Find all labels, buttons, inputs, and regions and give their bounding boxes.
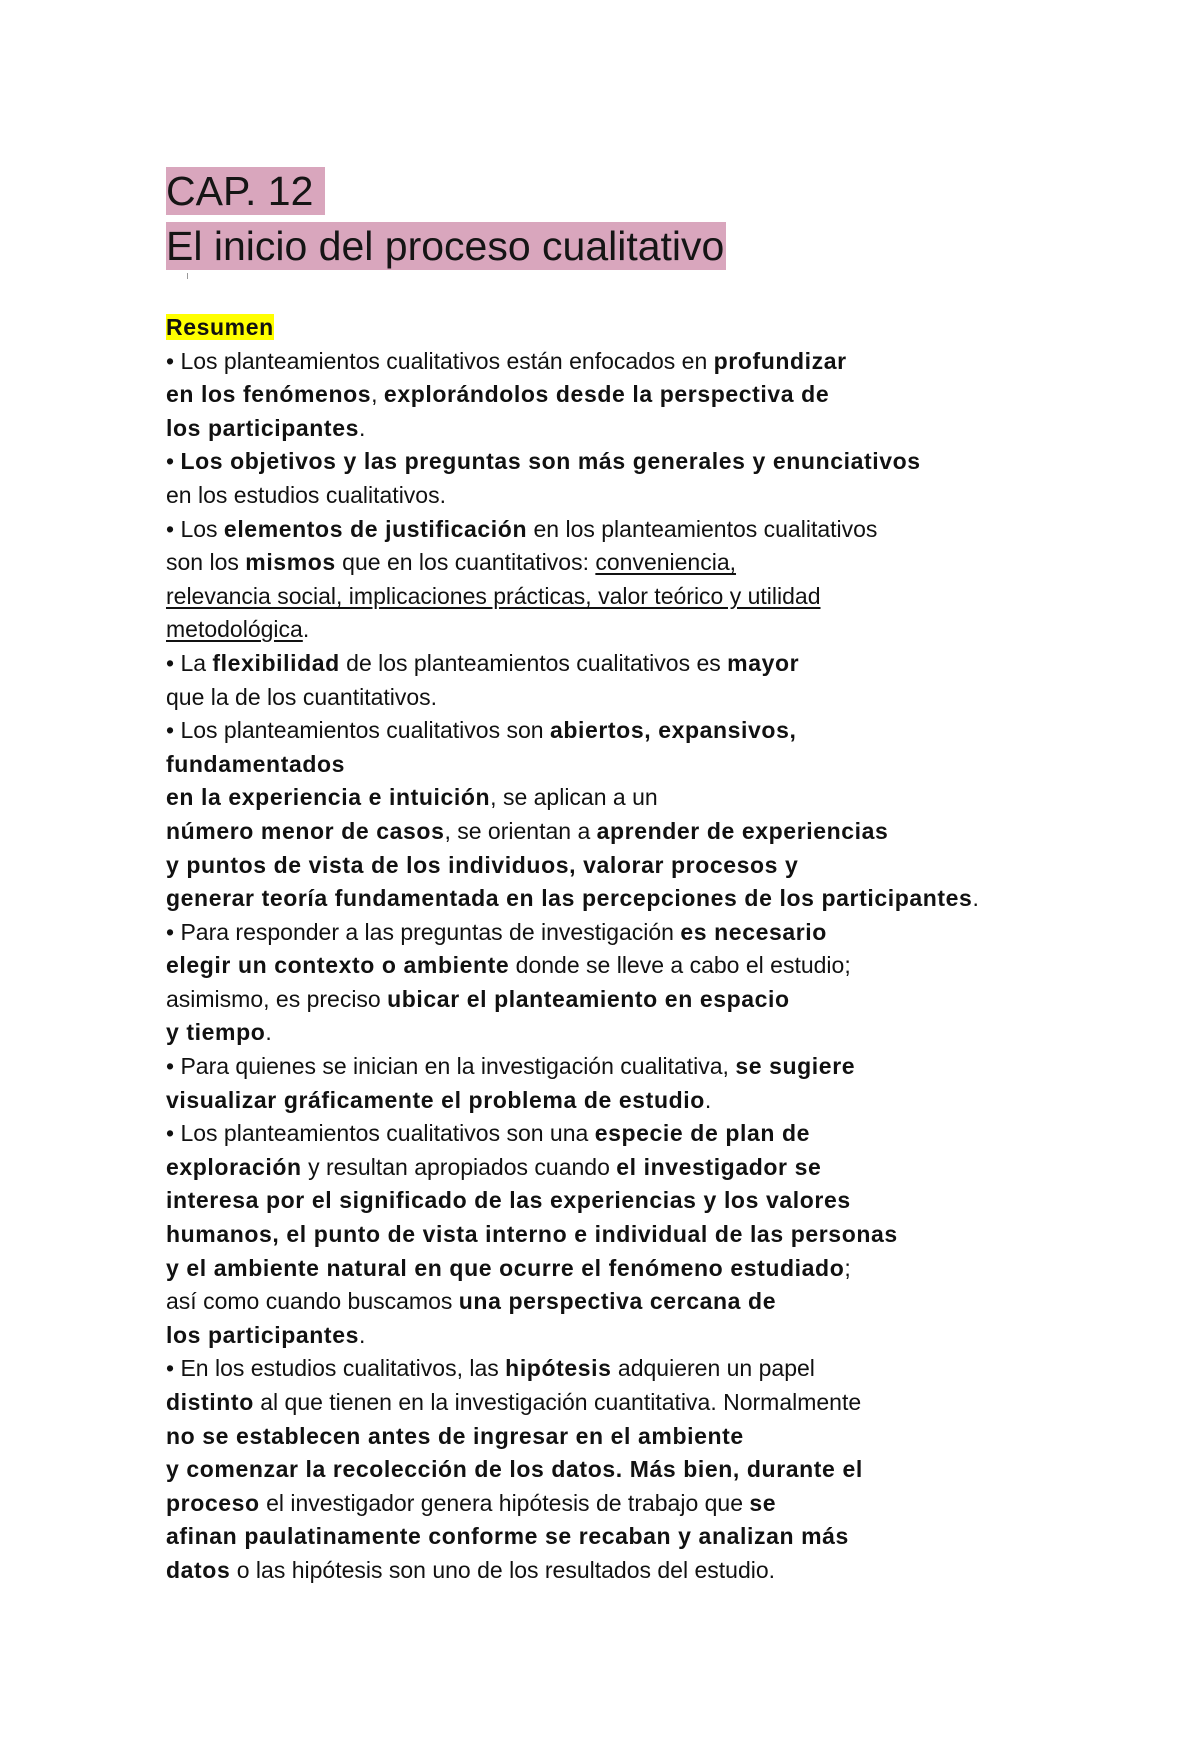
- text-run: en los estudios cualitativos.: [166, 481, 446, 508]
- bold-text: distinto: [166, 1389, 254, 1415]
- summary-line: [166, 513, 1166, 547]
- bold-text: mayor: [727, 649, 800, 676]
- text-run: que la de los cuantitativos.: [166, 683, 438, 710]
- bold-text: visualizar gráficamente el problema de estudio: [166, 1086, 705, 1113]
- text-run: ,: [371, 381, 384, 408]
- bold-text: es necesario: [680, 918, 827, 945]
- bold-text: elementos de justificación: [223, 515, 528, 542]
- summary-line: [166, 781, 1166, 815]
- summary-line: [166, 882, 1166, 916]
- bold-text: una perspectiva cercana de: [458, 1288, 777, 1315]
- bold-text: y comenzar la recolección de los datos. Más bien, durante el: [166, 1456, 863, 1483]
- text-run: • La: [166, 649, 213, 676]
- text-run: y resultan apropiados cuando: [301, 1153, 617, 1180]
- summary-section: [166, 311, 1166, 1588]
- summary-line: [166, 1084, 1166, 1118]
- bold-text: ubicar el planteamiento en espacio: [387, 985, 790, 1012]
- bold-text: y tiempo: [166, 1019, 266, 1046]
- text-run: .: [358, 1321, 366, 1348]
- summary-label-line: [166, 311, 1166, 345]
- summary-line: [166, 1151, 1166, 1185]
- summary-line: [166, 1420, 1166, 1454]
- bold-text: y el ambiente natural en que ocurre el fenómeno estudiado: [166, 1254, 845, 1281]
- chapter-heading: CAP. 12: [166, 167, 325, 215]
- underlined-text: relevancia social, implicaciones prácticas, valor teórico y utilidad: [166, 582, 821, 609]
- text-run: • Los: [166, 515, 224, 542]
- text-run: de los planteamientos cualitativos es: [339, 649, 728, 676]
- bold-text: los participantes: [166, 414, 359, 441]
- bold-text: y puntos de vista de los individuos, valorar procesos y: [166, 851, 799, 878]
- text-run: • Los planteamientos cualitativos están enfocados en: [166, 347, 714, 374]
- text-run: o las hipótesis son uno de los resultados del estudio.: [230, 1556, 776, 1583]
- bold-text: en los fenómenos: [166, 381, 372, 408]
- bold-text: fundamentados: [166, 750, 346, 777]
- bold-text: profundizar: [713, 347, 847, 374]
- bold-text: aprender de experiencias: [596, 817, 889, 844]
- summary-line: [166, 1252, 1166, 1286]
- summary-body: [166, 345, 1166, 1588]
- bold-text: explorándolos desde la perspectiva de: [383, 381, 830, 408]
- text-run: así como cuando buscamos: [166, 1288, 459, 1315]
- summary-line: [166, 1520, 1166, 1554]
- summary-line: [166, 681, 1166, 715]
- text-run: .: [972, 885, 979, 912]
- underlined-text: conveniencia,: [595, 549, 737, 576]
- bold-text: afinan paulatinamente conforme se recaban y analizan más: [166, 1523, 849, 1550]
- summary-line: [166, 949, 1166, 983]
- bold-text: hipótesis: [505, 1355, 612, 1382]
- bold-text: no se establecen antes de ingresar en el ambiente: [166, 1422, 744, 1449]
- chapter-title: El inicio del proceso cualitativo: [166, 223, 725, 269]
- bold-text: humanos, el punto de vista interno e individual de las personas: [166, 1221, 898, 1248]
- bold-text: abiertos, expansivos,: [549, 717, 797, 744]
- stray-mark: [187, 273, 188, 279]
- underlined-text: metodológica: [166, 616, 303, 643]
- summary-line: [166, 1184, 1166, 1218]
- bold-text: en la experiencia e intuición: [166, 784, 491, 811]
- bold-text: el investigador se: [616, 1153, 822, 1180]
- text-run: • En los estudios cualitativos, las: [166, 1355, 506, 1382]
- summary-line: [166, 1453, 1166, 1487]
- summary-line: [166, 445, 1166, 479]
- summary-line: [166, 1487, 1166, 1521]
- summary-line: [166, 546, 1166, 580]
- bold-text: especie de plan de: [594, 1120, 811, 1147]
- summary-line: [166, 1218, 1166, 1252]
- bold-text: número menor de casos: [166, 817, 445, 844]
- summary-line: [166, 479, 1166, 513]
- summary-line: [166, 345, 1166, 379]
- text-run: son los: [166, 549, 246, 576]
- summary-line: [166, 613, 1166, 647]
- text-run: , se orientan a: [444, 817, 597, 844]
- summary-line: [166, 1319, 1166, 1353]
- text-run: , se aplican a un: [490, 784, 658, 811]
- text-run: ;: [844, 1254, 851, 1281]
- summary-label: Resumen: [166, 314, 274, 340]
- summary-line: [166, 748, 1166, 782]
- summary-line: [166, 1016, 1166, 1050]
- text-run: el investigador genera hipótesis de trabajo que: [259, 1489, 750, 1516]
- text-run: en los planteamientos cualitativos: [527, 515, 878, 542]
- bold-text: Los objetivos y las preguntas son más generales y enunciativos: [180, 448, 921, 475]
- text-run: • Para responder a las preguntas de investigación: [166, 918, 681, 945]
- text-run: •: [166, 448, 181, 475]
- bold-text: los participantes: [166, 1321, 359, 1348]
- text-run: • Los planteamientos cualitativos son una: [166, 1120, 595, 1147]
- summary-line: [166, 1386, 1166, 1420]
- summary-line: [166, 580, 1166, 614]
- text-run: • Los planteamientos cualitativos son: [166, 717, 550, 744]
- text-run: .: [302, 616, 310, 643]
- summary-line: [166, 714, 1166, 748]
- bold-text: flexibilidad: [212, 649, 340, 676]
- summary-line: [166, 849, 1166, 883]
- summary-line: [166, 815, 1166, 849]
- bold-text: se sugiere: [735, 1053, 856, 1080]
- summary-line: [166, 412, 1166, 446]
- summary-line: [166, 1554, 1166, 1588]
- text-run: .: [265, 1019, 272, 1046]
- text-run: asimismo, es preciso: [166, 985, 388, 1012]
- text-run: que en los cuantitativos:: [335, 549, 596, 576]
- summary-line: [166, 647, 1166, 681]
- summary-line: [166, 1285, 1166, 1319]
- summary-line: [166, 1050, 1166, 1084]
- bold-text: mismos: [245, 549, 336, 576]
- text-run: donde se lleve a cabo el estudio;: [509, 952, 851, 979]
- text-run: .: [704, 1086, 712, 1113]
- text-run: • Para quienes se inician en la investigación cualitativa,: [166, 1053, 736, 1080]
- bold-text: interesa por el significado de las experiencias y los valores: [166, 1187, 851, 1214]
- bold-text: datos: [166, 1556, 231, 1583]
- summary-line: [166, 1352, 1166, 1386]
- bold-text: proceso: [166, 1489, 260, 1516]
- summary-line: [166, 378, 1166, 412]
- summary-line: [166, 983, 1166, 1017]
- text-run: .: [358, 414, 366, 441]
- bold-text: elegir un contexto o ambiente: [166, 952, 510, 979]
- bold-text: se: [749, 1489, 777, 1516]
- bold-text: exploración: [166, 1153, 302, 1180]
- summary-line: [166, 916, 1166, 950]
- summary-line: [166, 1117, 1166, 1151]
- text-run: al que tienen en la investigación cuantitativa. Normalmente: [253, 1389, 862, 1415]
- bold-text: generar teoría fundamentada en las percepciones de los participantes: [166, 885, 973, 912]
- text-run: adquieren un papel: [611, 1355, 815, 1382]
